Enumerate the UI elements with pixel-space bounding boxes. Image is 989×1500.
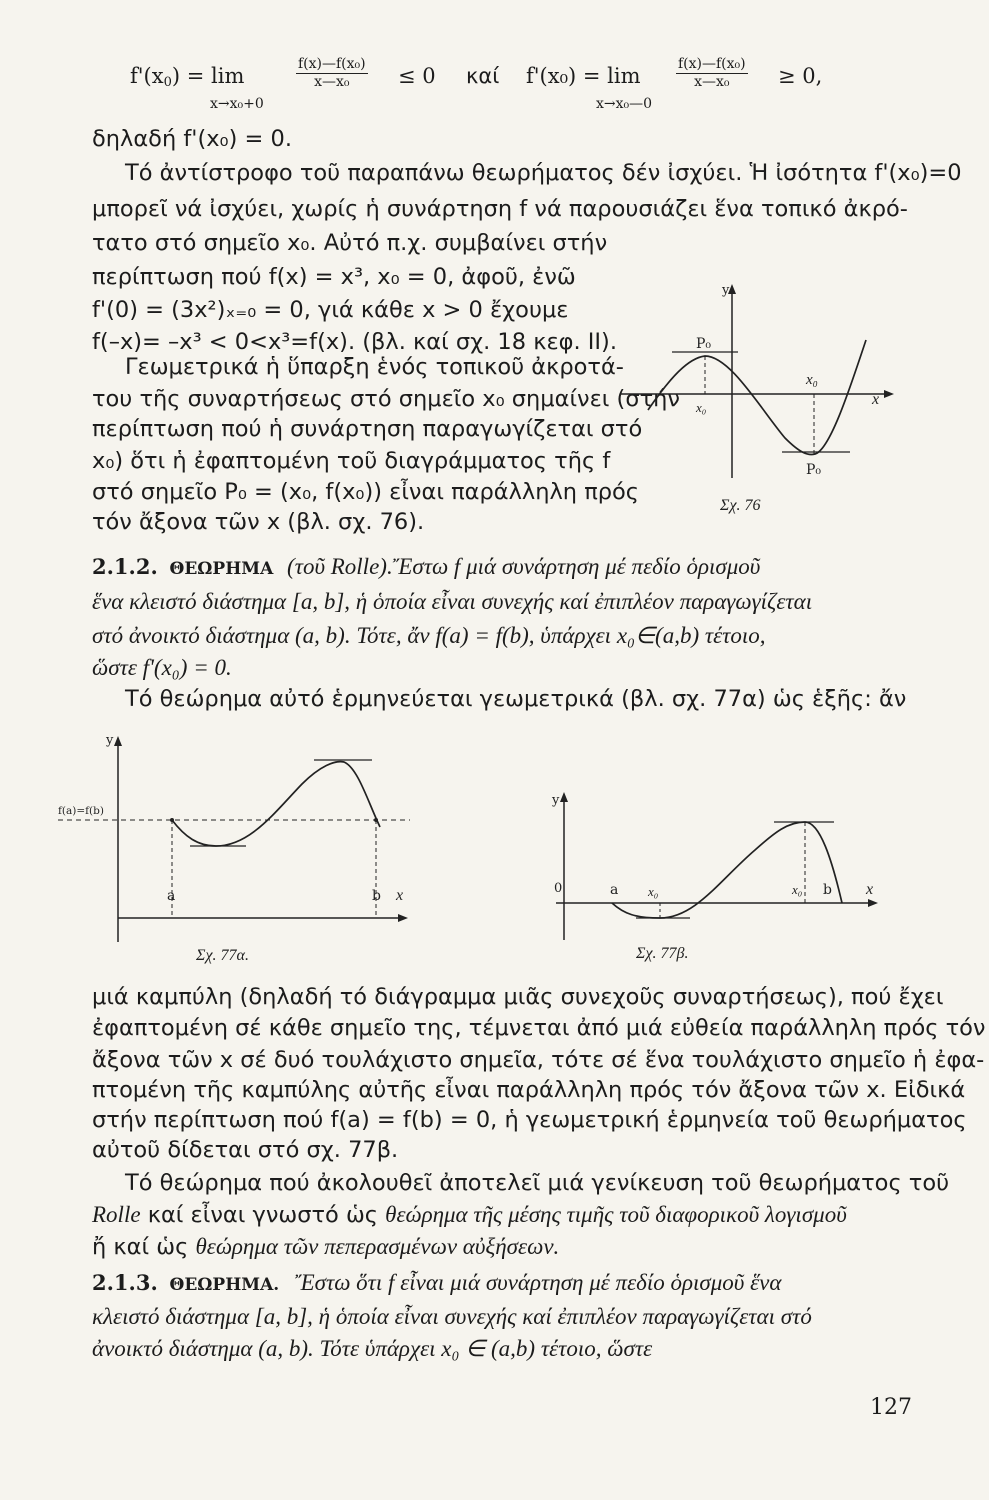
theorem-number: 2.1.2.: [92, 554, 158, 579]
x-axis-arrow: [398, 914, 408, 922]
figure-77b: [520, 780, 900, 970]
formula-right-limit-sub: x→x₀—0: [596, 96, 653, 112]
text-line: μιά καμπύλη (δηλαδή τό διάγραμμα μιᾶς συνεχοῦς συναρτήσεως), πού ἔχει: [92, 984, 944, 1010]
label-p0-bottom: P₀: [806, 462, 822, 478]
text-line: x₀) ὅτι ἡ ἐφαπτομένη τοῦ διαγράμματος τῆς f: [92, 448, 611, 474]
label-a: a: [610, 882, 619, 898]
text-line: f'(0) = (3x²)ₓ₌₀ = 0, γιά κάθε x > 0 ἔχουμε: [92, 297, 569, 323]
label-x: x: [866, 881, 874, 898]
formula-connector: καί: [466, 64, 500, 88]
formula-right-fraction: $\frac{\text{f(x)—f(x₀)}}{\text{x—x₀}}$: [678, 56, 746, 90]
theorem-text: Ἔστω f μιά συνάρτηση μέ πεδίο ὁρισμοῦ: [392, 554, 761, 579]
text-line: ἀνοικτό διάστημα (a, b). Τότε ὑπάρχει x₀ ∈ (a,b) τέτοιο, ὥστε: [92, 1336, 653, 1361]
point-a: [170, 818, 174, 822]
theorem-number: 2.1.3.: [92, 1270, 158, 1295]
label-x0-right: x₀: [792, 882, 803, 897]
curve: [172, 762, 380, 846]
text-line: ἄξονα τῶν x σέ δυό τουλάχιστο σημεῖα, τότε σέ ἕνα τουλάχιστο σημεῖο ἡ ἐφα-: [92, 1047, 985, 1073]
label-x0-left: x₀: [648, 884, 659, 899]
text-line: ὥστε f'(x₀) = 0.: [92, 655, 232, 680]
text-line: τατο στό σημεῖο x₀. Αὐτό π.χ. συμβαίνει στήν: [92, 230, 608, 256]
label-a: a: [167, 888, 176, 904]
label-b: b: [823, 882, 832, 898]
label-fa-fb: f(a)=f(b): [58, 805, 104, 817]
formula-left-fraction: $\frac{\text{f(x)—f(x₀)}}{\text{x—x₀}}$: [298, 56, 366, 90]
theorem-heading: ΘΕΩΡΗΜΑ: [169, 559, 274, 579]
text-line: δηλαδή f'(x₀) = 0.: [92, 126, 292, 152]
theorem-heading: ΘΕΩΡΗΜΑ.: [169, 1275, 280, 1295]
caption-fig77b: Σχ. 77β.: [636, 945, 689, 962]
text-line: Τό θεώρημα αὐτό ἑρμηνεύεται γεωμετρικά (βλ. σχ. 77α) ὡς ἑξῆς: ἄν: [125, 686, 907, 712]
x-axis-arrow: [884, 390, 894, 398]
text-line: Τό θεώρημα πού ἀκολουθεῖ ἀποτελεῖ μιά γενίκευση τοῦ θεωρήματος τοῦ: [125, 1170, 950, 1196]
theorem-text: Ἔστω ὅτι f εἶναι μιά συνάρτηση μέ πεδίο ὁρισμοῦ ἕνα: [294, 1270, 782, 1295]
text-line-mixed: [92, 1200, 847, 1230]
caption-fig77a: Σχ. 77α.: [196, 947, 249, 964]
label-y: y: [722, 283, 730, 298]
theorem-213-line1: [92, 1268, 781, 1300]
text-line: Τό ἀντίστροφο τοῦ παραπάνω θεωρήματος δέν ἰσχύει. Ἡ ἰσότητα f'(x₀)=0: [125, 160, 962, 186]
formula-right-relation: ≥ 0,: [778, 64, 823, 88]
text-line: ἕνα κλειστό διάστημα [a, b], ἡ ὁποία εἶναι συνεχής καί ἐπιπλέον παραγωγίζεται: [92, 589, 813, 614]
text-line: μπορεῖ νά ἰσχύει, χωρίς ἡ συνάρτηση f νά παρουσιάζει ἕνα τοπικό ἀκρό-: [92, 196, 908, 222]
text-line: κλειστό διάστημα [a, b], ἡ ὁποία εἶναι συνεχής καί ἐπιπλέον παραγωγίζεται στό: [92, 1304, 812, 1329]
label-origin: 0: [554, 881, 563, 896]
text-line: ἐφαπτομένη σέ κάθε σημεῖο της, τέμνεται ἀπό μιά εὐθεία παράλληλη πρός τόν: [92, 1015, 986, 1041]
text-span: ἤ καί ὡς: [92, 1234, 196, 1260]
finite-increments-name: θεώρημα τῶν πεπερασμένων αὐξήσεων.: [195, 1234, 560, 1259]
curve: [648, 340, 866, 455]
text-line: πτομένη τῆς καμπύλης αὐτῆς εἶναι παράλληλη πρός τόν ἄξονα τῶν x. Εἰδικά: [92, 1077, 966, 1103]
figure-76: [610, 278, 910, 518]
caption-fig76: Σχ. 76: [720, 497, 761, 514]
label-y: y: [106, 733, 114, 748]
y-axis-arrow: [114, 736, 122, 746]
text-line: στήν περίπτωση πού f(a) = f(b) = 0, ἡ γεωμετρική ἑρμηνεία τοῦ θεωρήματος: [92, 1107, 967, 1133]
point-b: [374, 818, 378, 822]
text-line: στό ἀνοικτό διάστημα (a, b). Τότε, ἄν f(a) = f(b), ὑπάρχει x₀∈(a,b) τέτοιο,: [92, 623, 766, 648]
text-line: του τῆς συναρτήσεως στό σημεῖο x₀ σημαίνει (στήν: [92, 386, 680, 412]
page-number: 127: [870, 1395, 912, 1420]
text-span: καί εἶναι γνωστό ὡς: [140, 1202, 386, 1228]
limit-formula: [130, 58, 850, 128]
label-x: x: [396, 887, 404, 904]
label-b: b: [372, 888, 381, 904]
text-line: περίπτωση πού ἡ συνάρτηση παραγωγίζεται στό: [92, 416, 643, 442]
theorem-212-line1: [92, 552, 760, 584]
text-line-mixed: [92, 1232, 559, 1262]
formula-right-lhs: f'(x₀) = lim: [526, 64, 641, 88]
label-p0-top: P₀: [696, 336, 712, 352]
y-axis-arrow: [560, 792, 568, 802]
formula-left-limit-sub: x→x₀+0: [210, 96, 264, 112]
mean-value-theorem-name: θεώρημα τῆς μέσης τιμῆς τοῦ διαφορικοῦ λογισμοῦ: [385, 1202, 847, 1227]
formula-left-relation: ≤ 0: [398, 64, 436, 88]
text-line: περίπτωση πού f(x) = x³, x₀ = 0, ἀφοῦ, ἐνῶ: [92, 264, 576, 290]
text-line: Γεωμετρικά ἡ ὕπαρξη ἑνός τοπικοῦ ἀκροτά-: [125, 354, 624, 380]
label-x0-left: x₀: [696, 400, 707, 415]
formula-left-lhs: $f'(x_0) = \lim$: [130, 64, 245, 90]
theorem-name: (τοῦ Rolle).: [287, 554, 393, 579]
figure-77a: [50, 722, 430, 972]
label-x0-right: x₀: [806, 372, 818, 388]
text-line: τόν ἄξονα τῶν x (βλ. σχ. 76).: [92, 509, 425, 535]
text-line: αὐτοῦ δίδεται στό σχ. 77β.: [92, 1137, 399, 1163]
label-y: y: [552, 793, 560, 808]
x-axis-arrow: [868, 899, 878, 907]
label-x: x: [872, 391, 880, 408]
rolle-name: Rolle: [92, 1202, 141, 1227]
text-line: f(–x)= –x³ < 0<x³=f(x). (βλ. καί σχ. 18 κεφ. II).: [92, 329, 617, 355]
text-line: στό σημεῖο P₀ = (x₀, f(x₀)) εἶναι παράλληλη πρός: [92, 479, 640, 505]
